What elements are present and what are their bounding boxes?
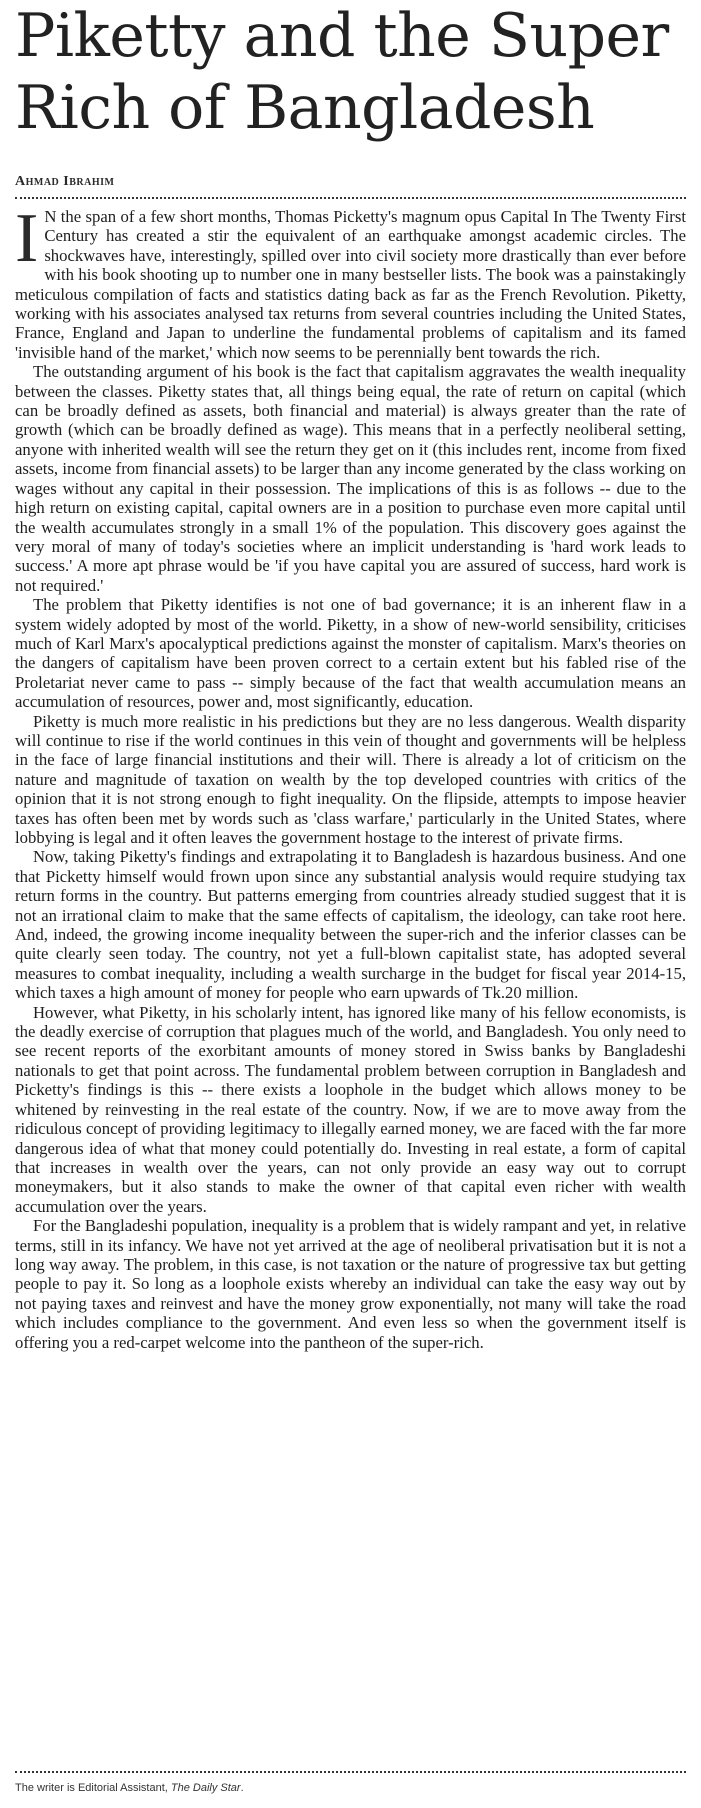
article-paragraph-7: For the Bangladeshi population, inequality is a problem that is widely rampant and yet, in relative terms, still in its infancy. We have not yet arrived at the age of neoliberal privatisation but it is not a long way away. The problem, in this case, is not taxation or the nature of progressive tax but getting people to pay it. So long as a loophole exists whereby an individual can take the easy way out by not paying taxes and reinvest and have the money grow exponentially, not many will take the road which includes compliance to the government. And even less so when the government itself is offering you a red-carpet welcome into the pantheon of the super-rich. <box>15 1216 686 1352</box>
author-note-suffix: . <box>240 1782 244 1794</box>
article-body <box>15 200 686 1352</box>
article-paragraph-6: However, what Piketty, in his scholarly intent, has ignored like many of his fellow economists, is the deadly exercise of corruption that plagues much of the world, and Bangladesh. You only need to see recent reports of the exorbitant amounts of money stored in Swiss banks by Bangladeshi nationals to get that point across. The fundamental problem between corruption in Bangladesh and Picketty's findings is this -- there exists a loophole in the budget which allows money to be whitened by reinvesting in the real estate of the country. Now, if we are to move away from the ridiculous concept of providing legitimacy to illegally earned money, we are faced with the far more dangerous idea of what that money could potentially do. Investing in real estate, a form of capital that increases in wealth over the years, can not only provide an easy way out to corrupt moneymakers, but it also stands to make the owner of that capital even richer with wealth accumulation over the years. <box>15 1002 686 1216</box>
article-paragraph-4: Piketty is much more realistic in his predictions but they are no less dangerous. Wealth disparity will continue to rise if the world continues in this vein of thought and governments will be helpless in the face of large financial institutions and their will. There is already a lot of criticism on the nature and magnitude of taxation on wealth by the top developed countries with critics of the opinion that it is not strong enough to fight inequality. On the flipside, attempts to impose heavier taxes has often been met by words such as 'class warfare,' particularly in the United States, where lobbying is legal and it often leaves the government hostage to the interest of private firms. <box>15 711 686 847</box>
paragraph-text: N the span of a few short months, Thomas Picketty's magnum opus Capital In The Twenty First Century has created a stir the equivalent of an earthquake amongst academic circles. The shockwaves have, interestingly, spilled over into civil society more drastically than ever before with his book shooting up to number one in many bestseller lists. The book was a painstakingly meticulous compilation of facts and statistics dating back as far as the French Revolution. Piketty, working with his associates analysed tax returns from several countries including the United States, France, England and Japan to underline the fundamental problems of capitalism and its famed 'invisible hand of the market,' which now seems to be perennially bent towards the rich. <box>15 207 686 362</box>
article-paragraph-2: The outstanding argument of his book is the fact that capitalism aggravates the wealth inequality between the classes. Piketty states that, all things being equal, the rate of return on capital (which can be broadly defined as assets, both financial and material) is always greater than the rate of growth (which can be broadly defined as wage). This means that in a perfectly neoliberal setting, anyone with inherited wealth will see the return they get on it (this includes rent, income from fixed assets, income from financial assets) to be larger than any income generated by the class working on wages without any capital in their possession. The implications of this is as follows -- due to the high return on existing capital, capital owners are in a position to purchase even more capital until the wealth accumulates strongly in a small 1% of the population. This discovery goes against the very moral of many of today's societies where an implicit understanding is 'hard work leads to success.' A more apt phrase would be 'if you have capital you are assured of success, hard work is not required.' <box>15 362 686 595</box>
author-byline: Ahmad Ibrahim <box>15 174 115 189</box>
article-paragraph-3: The problem that Piketty identifies is not one of bad governance; it is an inherent flaw in a system widely adopted by most of the world. Piketty, in a show of new-world sensibility, criticises much of Karl Marx's apocalyptical predictions against the monster of capitalism. Marx's theories on the dangers of capitalism have been proven correct to a certain extent but his fabled rise of the Proletariat never came to pass -- simply because of the fact that wealth accumulation means an accumulation of resources, power and, most significantly, education. <box>15 595 686 712</box>
top-divider <box>15 197 686 199</box>
bottom-divider <box>15 1771 686 1773</box>
article-headline: Piketty and the Super Rich of Bangladesh <box>15 1 669 143</box>
drop-cap: I <box>15 200 39 277</box>
author-note <box>15 1782 244 1794</box>
author-note-prefix: The writer is Editorial Assistant, <box>15 1782 171 1794</box>
article-paragraph-1 <box>15 200 686 362</box>
article-paragraph-5: Now, taking Piketty's findings and extrapolating it to Bangladesh is hazardous business. And one that Picketty himself would frown upon since any substantial analysis would require studying tax return forms in the country. But patterns emerging from countries already studied suggest that it is not an irrational claim to make that the same effects of capitalism, the ideology, can take root here. And, indeed, the growing income inequality between the super-rich and the inferior classes can be quite clearly seen today. The country, not yet a full-blown capitalist state, has adopted several measures to combat inequality, including a wealth surcharge in the budget for fiscal year 2014-15, which taxes a high amount of money for people who earn upwards of Tk.20 million. <box>15 847 686 1003</box>
publication-name: The Daily Star <box>170 1782 241 1794</box>
